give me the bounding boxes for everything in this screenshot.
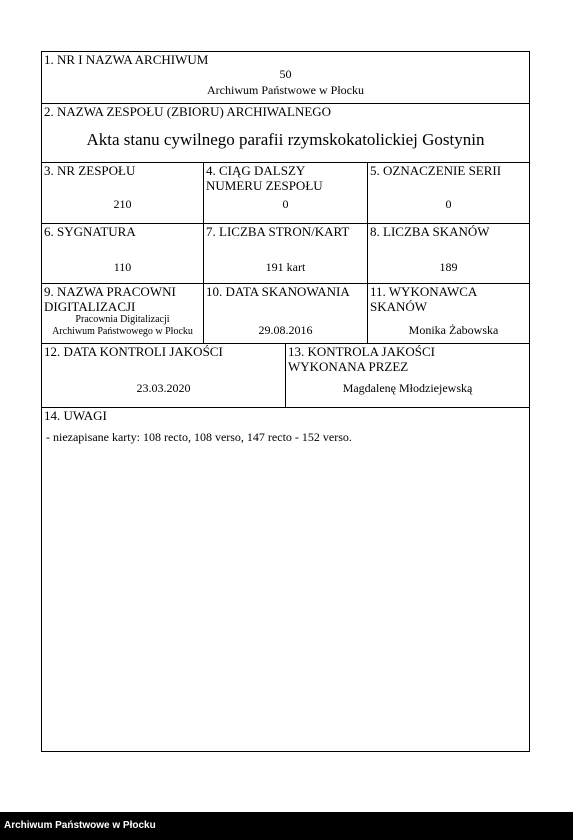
signature-cell: [42, 224, 204, 284]
scan-count-label: 8. LICZBA SKANÓW: [370, 224, 490, 239]
fonds-continuation-label: 4. CIĄG DALSZY NUMERU ZESPOŁU: [206, 163, 323, 193]
page-count-cell: [204, 224, 368, 284]
archive-cell: [42, 52, 529, 104]
scanned-by-label: 11. WYKONAWCA SKANÓW: [370, 284, 477, 314]
digitization-lab-label: 9. NAZWA PRACOWNI DIGITALIZACJI: [44, 284, 176, 314]
fonds-continuation-value: 0: [282, 197, 289, 211]
qc-date-value: 23.03.2020: [136, 381, 191, 395]
page-count-value: 191 kart: [265, 260, 306, 274]
series-label: 5. OZNACZENIE SERII: [370, 163, 502, 178]
scanned-by-value: Monika Żabowska: [408, 323, 499, 337]
scan-date-cell: [204, 284, 368, 344]
scan-date-label: 10. DATA SKANOWANIA: [206, 284, 350, 299]
metadata-sheet: [41, 51, 530, 752]
footer-text: Archiwum Państwowe w Płocku: [4, 820, 156, 831]
fonds-name-label: 2. NAZWA ZESPOŁU (ZBIORU) ARCHIWALNEGO: [44, 104, 332, 119]
scan-count-value: 189: [439, 260, 458, 274]
scan-count-cell: [368, 224, 529, 284]
signature-label: 6. SYGNATURA: [44, 224, 136, 239]
fonds-name-value: Akta stanu cywilnego parafii rzymskokatolickiej Gostynin: [86, 130, 485, 149]
qc-by-cell: [286, 344, 529, 408]
page-count-label: 7. LICZBA STRON/KART: [206, 224, 350, 239]
series-cell: [368, 163, 529, 224]
signature-value: 110: [113, 260, 132, 274]
archive-number: 50: [279, 67, 292, 81]
qc-date-cell: [42, 344, 286, 408]
scan-date-value: 29.08.2016: [258, 323, 313, 337]
qc-by-label: 13. KONTROLA JAKOŚCI WYKONANA PRZEZ: [288, 344, 435, 374]
archive-label: 1. NR I NAZWA ARCHIWUM: [44, 52, 209, 67]
digitization-lab-cell: [42, 284, 204, 344]
remarks-label: 14. UWAGI: [44, 408, 107, 423]
fonds-number-value: 210: [113, 197, 132, 211]
digitization-lab-line2: Archiwum Państwowego w Płocku: [52, 326, 193, 337]
digitization-lab-line1: Pracownia Digitalizacji: [75, 314, 170, 325]
fonds-continuation-cell: [204, 163, 368, 224]
remarks-cell: [42, 408, 529, 751]
remarks-text: - niezapisane karty: 108 recto, 108 verso, 147 recto - 152 verso.: [46, 430, 352, 444]
qc-date-label: 12. DATA KONTROLI JAKOŚCI: [44, 344, 223, 359]
archive-name: Archiwum Państwowe w Płocku: [207, 83, 364, 97]
qc-by-value: Magdalenę Młodziejewską: [342, 381, 473, 395]
footer-bar: [0, 812, 573, 840]
series-value: 0: [445, 197, 452, 211]
scanned-by-cell: [368, 284, 529, 344]
fonds-number-label: 3. NR ZESPOŁU: [44, 163, 136, 178]
fonds-name-cell: [42, 104, 529, 163]
fonds-number-cell: [42, 163, 204, 224]
